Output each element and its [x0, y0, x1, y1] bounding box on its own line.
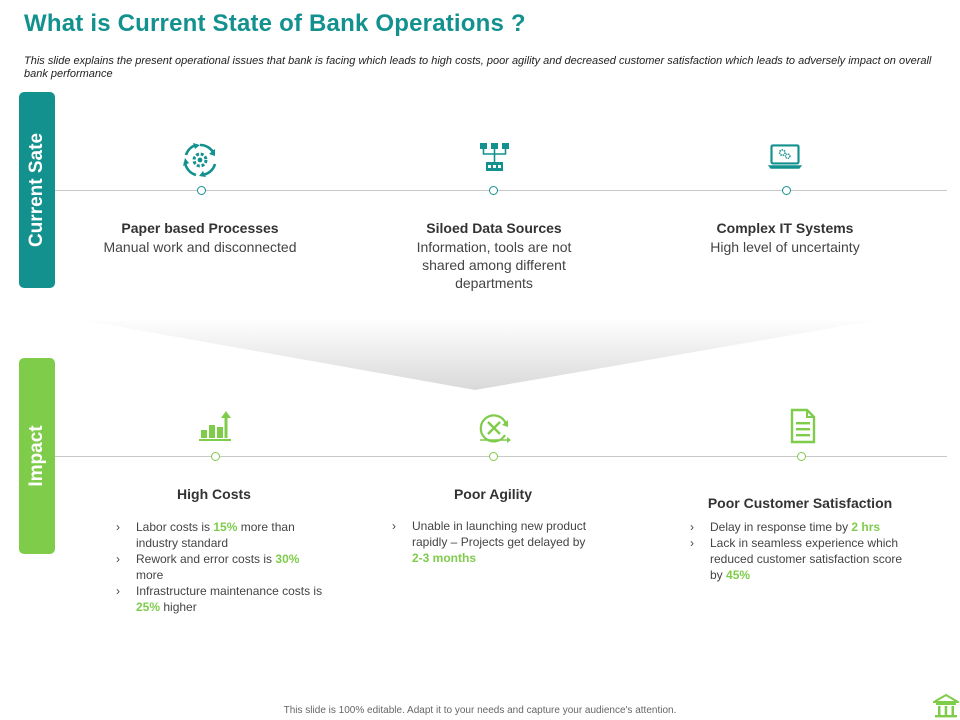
impact-heading: Poor Customer Satisfaction [707, 495, 893, 511]
gear-cycle-icon [182, 142, 218, 178]
page-title: What is Current State of Bank Operations ? [24, 10, 526, 37]
laptop-gears-icon [767, 140, 803, 176]
highlight-value: 30% [275, 552, 300, 566]
bullet-chevron-icon: › [116, 520, 120, 534]
highlight-value: 2 hrs [851, 520, 881, 534]
list-item: › Labor costs is 15% more than industry standard [116, 520, 295, 550]
list-item: › Rework and error costs is 30% more [116, 552, 300, 582]
footer-note: This slide is 100% editable. Adapt it to your needs and capture your audience's attention. [283, 705, 677, 716]
current-state-line [55, 190, 947, 191]
document-icon [784, 408, 820, 444]
impact-line [55, 456, 947, 457]
network-hierarchy-icon [476, 140, 512, 176]
timeline-dot [489, 452, 498, 461]
current-state-label: Current Sate [26, 132, 47, 248]
highlight-value: 25% [136, 600, 161, 614]
current-state-description: Manual work and disconnected [103, 239, 297, 255]
impact-heading: High Costs [177, 486, 251, 502]
bullet-chevron-icon: › [116, 584, 120, 598]
timeline-dot [211, 452, 220, 461]
poor-agility-list [392, 518, 597, 566]
delay-clock-icon [476, 410, 512, 446]
list-item: › Infrastructure maintenance costs is 25% higher [116, 584, 323, 614]
timeline-dot [797, 452, 806, 461]
list-item: › Lack in seamless experience which reduced customer satisfaction score by 45% [690, 536, 903, 582]
bullet-chevron-icon: › [690, 536, 694, 550]
impact-heading: Poor Agility [453, 486, 533, 502]
highlight-value: 45% [726, 568, 751, 582]
current-state-tab [19, 92, 55, 288]
transition-arrow [70, 318, 890, 390]
home-icon[interactable] [933, 694, 959, 718]
poor-satisfaction-list [690, 519, 905, 583]
current-state-heading: Complex IT Systems [716, 220, 854, 236]
current-state-description: High level of uncertainty [710, 239, 860, 255]
bar-chart-up-icon [197, 408, 233, 444]
high-costs-list [116, 519, 326, 615]
timeline-dot [782, 186, 791, 195]
timeline-dot [197, 186, 206, 195]
list-item: › Delay in response time by 2 hrs [690, 520, 881, 534]
current-state-heading: Paper based Processes [121, 220, 279, 236]
page-subtitle: This slide explains the present operational issues that bank is facing which leads to high costs, poor agility and decreased customer satisfaction which leads to adversely impact on overall bank performance [24, 55, 932, 80]
current-state-description: Information, tools are not shared among different departments [416, 239, 572, 291]
bullet-chevron-icon: › [392, 519, 396, 533]
highlight-value: 2-3 months [412, 551, 477, 565]
list-item: › Unable in launching new product rapidly – Projects get delayed by 2-3 months [392, 519, 587, 565]
current-state-heading: Siloed Data Sources [426, 220, 562, 236]
impact-tab [19, 358, 55, 554]
bullet-chevron-icon: › [690, 520, 694, 534]
highlight-value: 15% [213, 520, 238, 534]
impact-label: Impact [26, 425, 47, 487]
timeline-dot [489, 186, 498, 195]
bullet-chevron-icon: › [116, 552, 120, 566]
